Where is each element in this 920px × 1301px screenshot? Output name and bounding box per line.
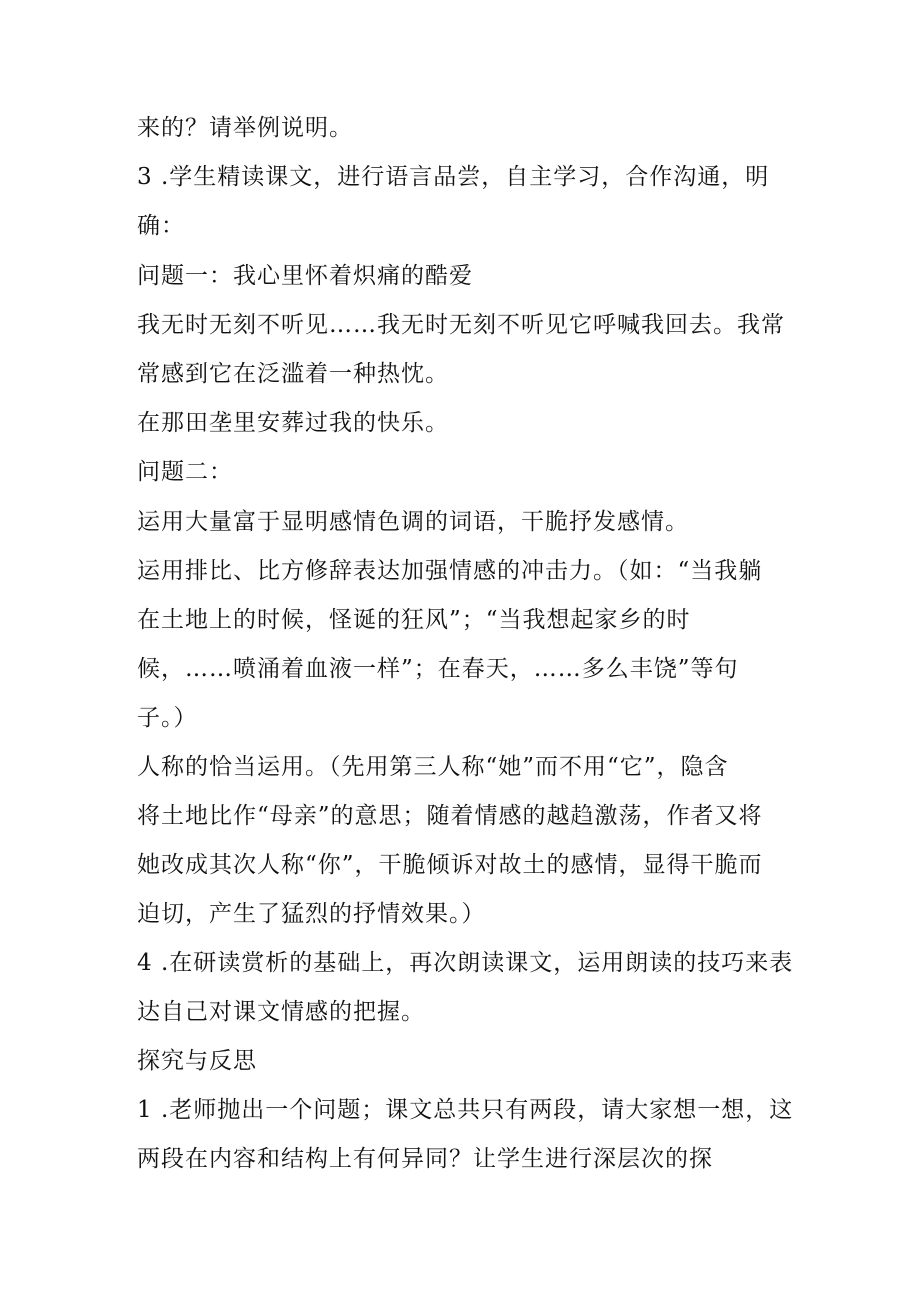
text-line: 在土地上的时候，怪诞的狂风”；“当我想起家乡的时 [137,607,691,633]
text-line: 达自己对课文情感的把握。 [137,999,425,1025]
text-line: 3 .学生精读课文，进行语言品尝，自主学习，合作沟通，明 [137,164,770,190]
text-line: 候，……喷涌着血液一样”；在春天，……多么丰饶”等句 [137,656,739,682]
text-line: 在那田垄里安葬过我的快乐。 [137,410,449,436]
section-heading: 探究与反思 [137,1048,257,1074]
text-line: 人称的恰当运用。（先用第三人称“她”而不用“它”，隐含 [137,754,729,780]
text-line: 常感到它在泛滥着一种热忱。 [137,361,449,387]
text-line: 她改成其次人称“你”，干脆倾诉对故土的感情，显得干脆而 [137,852,763,878]
text-line: 将土地比作“母亲”的意思；随着情感的越趋激荡，作者又将 [137,803,763,829]
text-line: 1 .老师抛出一个问题；课文总共只有两段，请大家想一想，这 [137,1097,794,1123]
text-line: 两段在内容和结构上有何异同？让学生进行深层次的探 [137,1146,713,1172]
text-line: 我无时无刻不听见……我无时无刻不听见它呼喊我回去。我常 [137,312,785,338]
text-line: 运用排比、比方修辞表达加强情感的冲击力。（如：“当我躺 [137,558,763,584]
section-heading: 问题一：我心里怀着炽痛的酷爱 [137,263,473,289]
text-line: 确： [137,213,185,239]
text-line: 运用大量富于显明感情色调的词语，干脆抒发感情。 [137,509,689,535]
section-heading: 问题二： [137,459,233,485]
text-line: 子。） [137,705,198,731]
text-line: 来的？请举例说明。 [137,115,353,141]
text-line: 迫切，产生了猛烈的抒情效果。） [137,901,486,927]
text-line: 4 .在研读赏析的基础上，再次朗读课文，运用朗读的技巧来表 [137,950,794,976]
